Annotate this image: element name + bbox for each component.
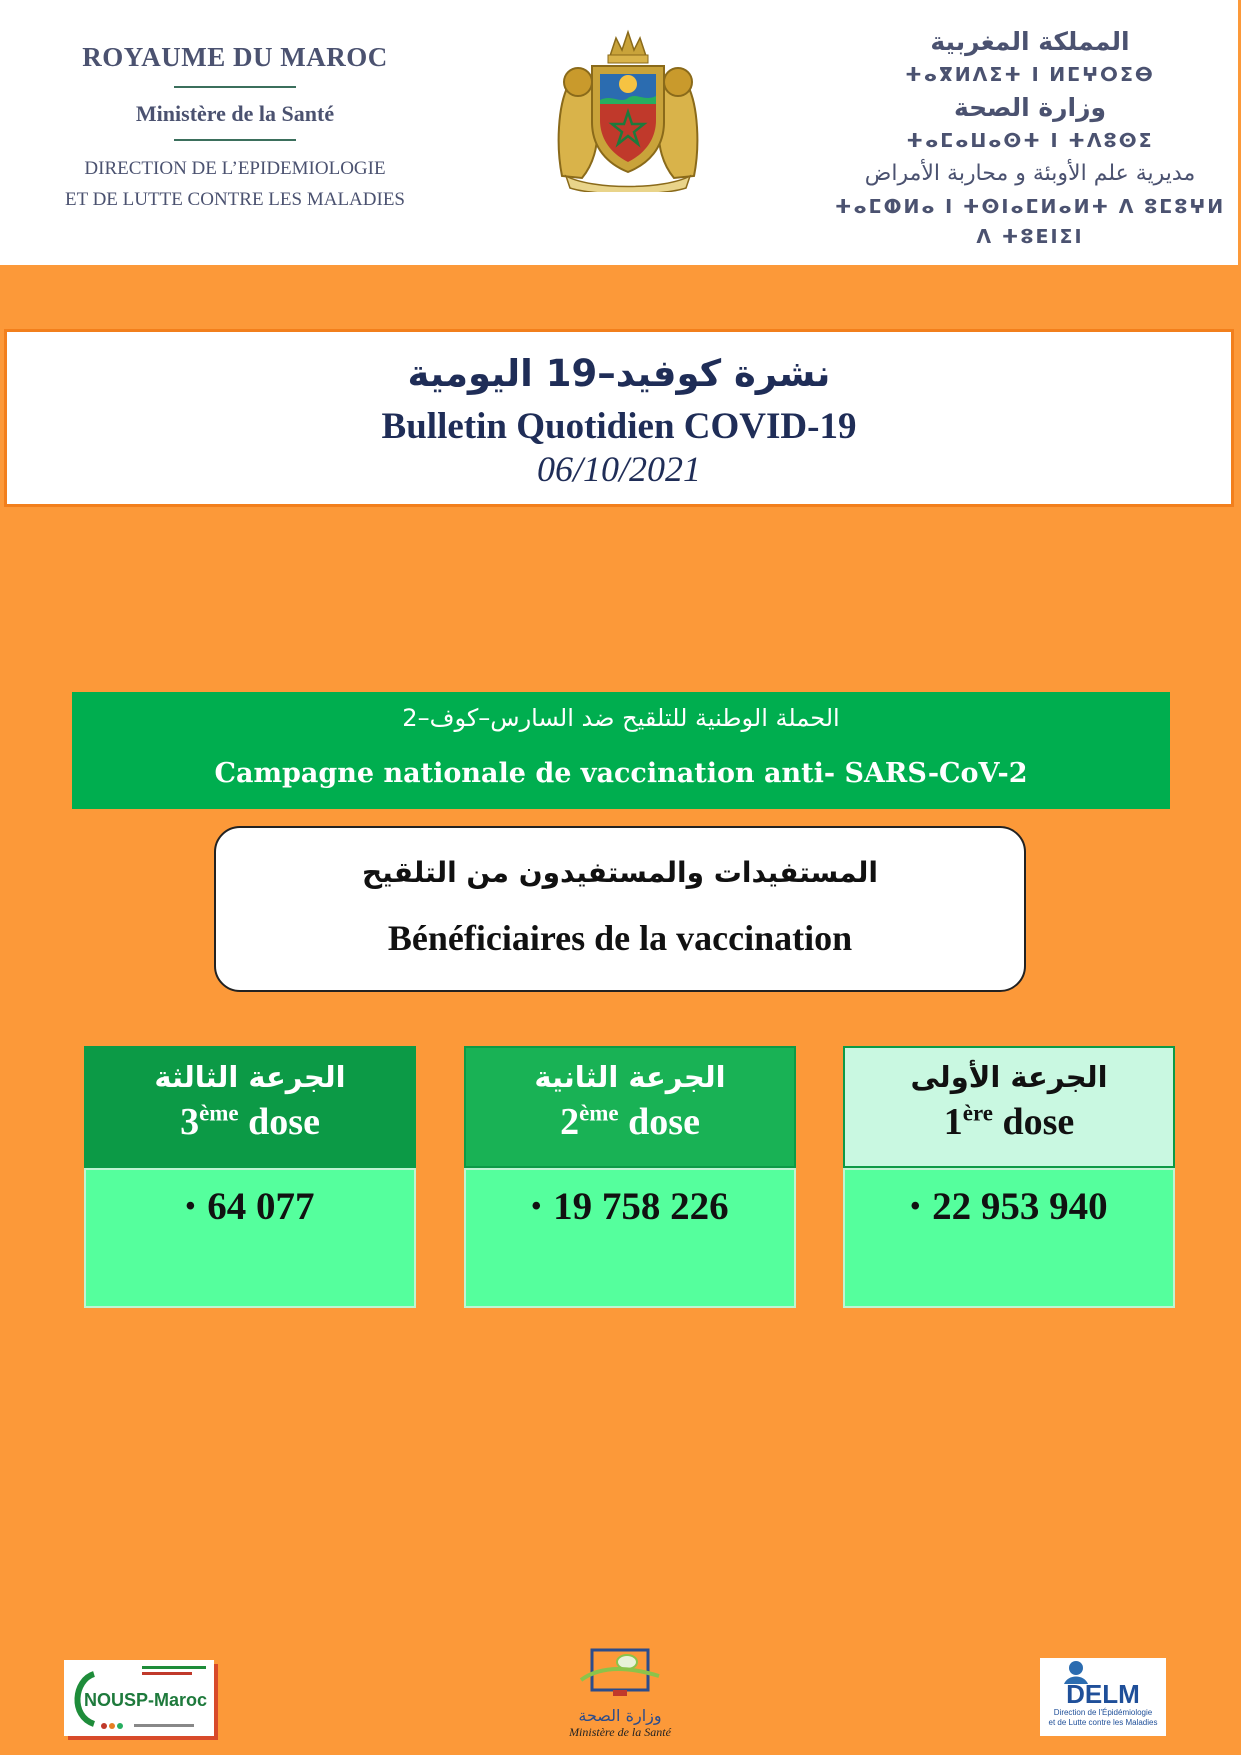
- dose-label-fr: 1ère dose: [943, 1100, 1075, 1143]
- kingdom-name-ar: المملكة المغربية: [930, 27, 1130, 56]
- delm-subtitle-1: Direction de l'Épidémiologie: [1053, 1708, 1153, 1717]
- dose-card-body: [84, 1168, 416, 1308]
- direction-name-tifinagh: ⵜⴰⵎⵀⵍⴰ ⵏ ⵜⵙⵏⴰⵎⵍⴰⵍⵜ ⴷ ⵓⵎⵓⵖⵍ ⴷ ⵜⵓⴹⵏⵉⵏ: [834, 196, 1226, 248]
- bulletin-title-ar: نشرة كوفيد–19 اليومية: [407, 352, 831, 395]
- nousp-label: NOUSP-Maroc: [84, 1690, 208, 1710]
- kingdom-name-fr: ROYAUME DU MAROC: [82, 42, 388, 72]
- direction-name-fr: [30, 153, 440, 215]
- divider: [174, 139, 296, 141]
- nousp-logo: [64, 1660, 214, 1736]
- dose-count: • 19 758 226: [531, 1185, 729, 1228]
- bullet-icon: •: [531, 1191, 542, 1222]
- bullet-icon: •: [185, 1191, 196, 1222]
- ministry-name-ar-footer: وزارة الصحة: [578, 1706, 662, 1725]
- ministry-name-fr: Ministère de la Santé: [135, 101, 335, 126]
- dose-label-fr: 2ème dose: [560, 1100, 700, 1143]
- dose-count: • 22 953 940: [910, 1185, 1108, 1228]
- campaign-title-ar: الحملة الوطنية للتلقيح ضد السارس–كوف–2: [402, 704, 840, 732]
- letterhead-arabic: [830, 24, 1230, 252]
- ministry-mark-icon: [575, 1646, 665, 1702]
- beneficiaries-heading: [214, 826, 1026, 992]
- dose-card-header: [84, 1046, 416, 1168]
- campaign-banner: [72, 692, 1170, 809]
- dose-card-first: [843, 1046, 1175, 1308]
- bullet-icon: •: [910, 1191, 921, 1222]
- dose-label-ar: الجرعة الثانية: [534, 1060, 726, 1094]
- bulletin-title-fr: Bulletin Quotidien COVID-19: [381, 406, 857, 447]
- dose-card-third: [84, 1046, 416, 1308]
- coat-of-arms-icon: [552, 26, 704, 192]
- dose-label-ar: الجرعة الأولى: [910, 1060, 1108, 1094]
- dose-label-ar: الجرعة الثالثة: [154, 1060, 346, 1094]
- dose-card-body: [843, 1168, 1175, 1308]
- letterhead: [0, 0, 1238, 265]
- direction-line-1: DIRECTION DE L’EPIDEMIOLOGIE: [84, 158, 386, 179]
- dose-card-header: [464, 1046, 796, 1168]
- campaign-title-fr: Campagne nationale de vaccination anti- SARS-CoV-2: [214, 758, 1028, 789]
- dose-card-body: [464, 1168, 796, 1308]
- bulletin-date: 06/10/2021: [536, 449, 701, 489]
- beneficiaries-title-ar: المستفيدات والمستفيدون من التلقيح: [361, 856, 879, 889]
- beneficiaries-title-fr: Bénéficiaires de la vaccination: [387, 918, 853, 958]
- delm-subtitle-2: et de Lutte contre les Maladies: [1048, 1718, 1158, 1727]
- delm-logo: [1040, 1658, 1166, 1736]
- ministry-name-tifinagh: ⵜⴰⵎⴰⵡⴰⵙⵜ ⵏ ⵜⴷⵓⵙⵉ: [906, 130, 1154, 152]
- bulletin-title-box: [4, 329, 1234, 507]
- letterhead-french: [30, 36, 440, 215]
- kingdom-name-tifinagh: ⵜⴰⴳⵍⴷⵉⵜ ⵏ ⵍⵎⵖⵔⵉⴱ: [905, 64, 1155, 86]
- dose-label-fr: 3ème dose: [180, 1100, 320, 1143]
- dose-card-second: [464, 1046, 796, 1308]
- delm-label: DELM: [1066, 1679, 1140, 1709]
- ministry-name-ar: وزارة الصحة: [953, 93, 1107, 122]
- dose-card-header: [843, 1046, 1175, 1168]
- dose-count: • 64 077: [185, 1185, 315, 1228]
- ministry-footer-logo: [560, 1646, 680, 1752]
- ministry-name-fr-footer: Ministère de la Santé: [569, 1725, 671, 1739]
- direction-name-ar: مديرية علم الأوبئة و محاربة الأمراض: [864, 161, 1196, 186]
- divider: [174, 86, 296, 88]
- direction-line-2: ET DE LUTTE CONTRE LES MALADIES: [64, 189, 406, 210]
